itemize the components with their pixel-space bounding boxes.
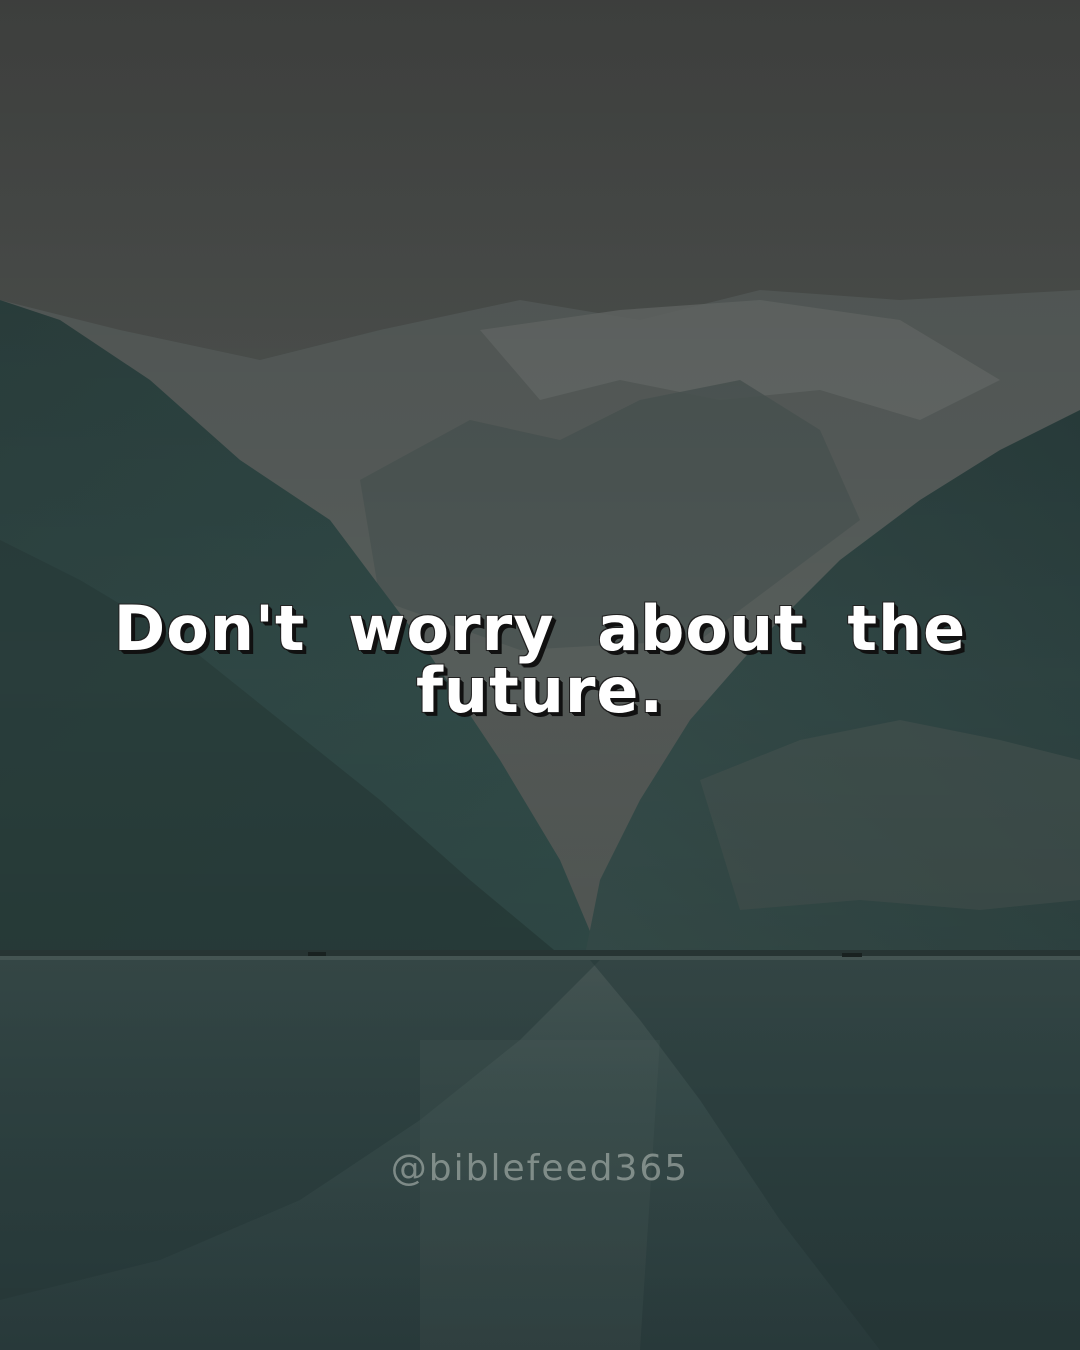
account-handle: @biblefeed365 bbox=[390, 1148, 690, 1189]
quote-text: Don't worry about the future. bbox=[113, 592, 967, 727]
